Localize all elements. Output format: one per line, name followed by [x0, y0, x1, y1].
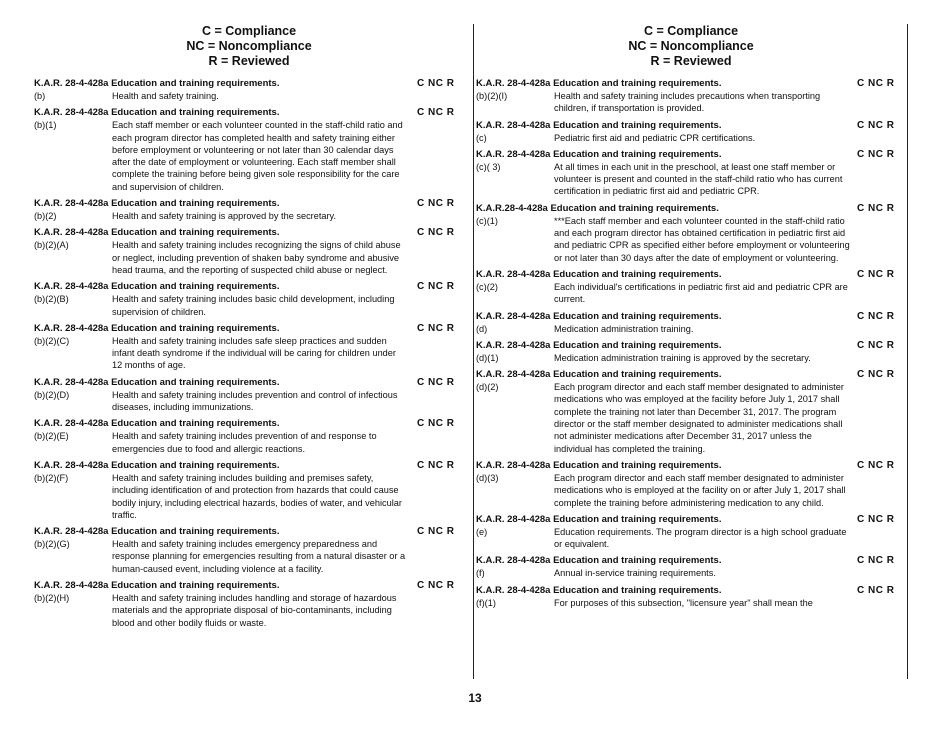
entry-citation: (d)(3): [476, 472, 499, 483]
regulation-entry: [34, 322, 464, 372]
entry-citation: (c)( 3): [476, 161, 501, 172]
regulation-entry: [34, 376, 464, 414]
entry-header: K.A.R. 28-4-428a Education and training requirements.: [34, 198, 280, 210]
entry-citation: (b)(2)(D): [34, 389, 70, 400]
entry-header: K.A.R. 28-4-428a Education and training requirements.: [34, 376, 280, 388]
entry-header: K.A.R. 28-4-428a Education and training requirements.: [476, 78, 722, 89]
regulation-entry: [476, 554, 905, 579]
entry-header: K.A.R. 28-4-428a Education and training requirements.: [476, 555, 722, 567]
entry-header: K.A.R. 28-4-428a Education and training requirements.: [34, 227, 280, 239]
cnr-checkboxes: C NC R: [857, 339, 895, 351]
regulation-entry: [476, 310, 905, 335]
entry-text: Pediatric first aid and pediatric CPR certifications.: [554, 132, 756, 143]
entry-text: Health and safety training includes precautions when transporting children, if transportation is provided.: [554, 91, 821, 114]
entry-citation: (f): [476, 568, 485, 579]
regulation-entry: [34, 459, 464, 521]
entry-header: K.A.R. 28-4-428a Education and training requirements.: [476, 268, 722, 280]
legend-compliance: C = Compliance: [201, 24, 297, 38]
cnr-checkboxes: C NC R: [417, 78, 455, 89]
entry-text: Health and safety training includes recognizing the signs of child abuse or neglect, including prevention of shaken baby syndrome and abusive head trauma, and the reporting of suspected child abuse or neglect.: [112, 240, 401, 275]
entry-header: K.A.R. 28-4-428a Education and training requirements.: [476, 119, 722, 131]
entry-header: K.A.R. 28-4-428a Education and training requirements.: [34, 322, 280, 334]
cnr-checkboxes: C NC R: [857, 119, 895, 131]
entry-header: K.A.R. 28-4-428a Education and training requirements.: [476, 459, 722, 471]
legend-right: [476, 24, 906, 69]
entry-header: K.A.R. 28-4-428a Education and training requirements.: [476, 369, 722, 381]
entry-text: ***Each staff member and each volunteer counted in the staff-child ratio and each program director has obtained certification in pediatric first aid and pediatric CPR as specified either before employment or volunteering or not later than 30 days after the date of employment or volunteering.: [554, 215, 850, 263]
entry-text: Health and safety training includes safe sleep practices and sudden infant death syndrome if the individual will be caring for children under 12 months of age.: [112, 335, 396, 371]
entry-text: Health and safety training includes building and premises safety, including identification of and protection from hazards that could cause bodily injury, including electrical hazards, bodies of water, and vehicular traffic.: [112, 472, 402, 520]
left-column: [34, 24, 464, 633]
regulation-entry: [34, 226, 464, 276]
regulation-entry: [34, 106, 464, 193]
entry-citation: (f)(1): [476, 597, 496, 608]
right-border-rule: [907, 24, 908, 679]
cnr-checkboxes: C NC R: [417, 322, 455, 334]
entry-citation: (b)(2)(I): [476, 91, 508, 101]
entry-text: Education requirements. The program director is a high school graduate or equivalent.: [554, 526, 847, 550]
entry-text: Health and safety training includes prevention of and response to emergencies due to food and allergic reactions.: [112, 431, 377, 454]
entry-text: Health and safety training includes handling and storage of hazardous materials and the appropriate disposal of bio-contaminants, including blood and other bodily fluids or waste.: [112, 593, 397, 628]
entry-text: Health and safety training includes prevention and control of infectious diseases, including immunizations.: [112, 389, 398, 413]
cnr-checkboxes: C NC R: [857, 202, 895, 214]
cnr-checkboxes: C NC R: [857, 584, 895, 596]
cnr-checkboxes: C NC R: [417, 580, 455, 592]
cnr-checkboxes: C NC R: [857, 268, 895, 280]
entry-citation: (d)(1): [476, 352, 499, 363]
cnr-checkboxes: C NC R: [857, 369, 895, 381]
entry-citation: (b)(2)(E): [34, 431, 69, 442]
entry-text: Health and safety training includes emergency preparedness and response planning for emergencies resulting from a natural disaster or a human-caused event, including violence at a facility.: [112, 539, 406, 574]
entry-header: K.A.R. 28-4-428a Education and training requirements.: [34, 107, 280, 119]
cnr-checkboxes: C NC R: [417, 418, 455, 430]
entry-header: K.A.R.28-4-428a Education and training requirements.: [476, 202, 719, 214]
legend-reviewed: R = Reviewed: [650, 54, 732, 68]
regulation-entry: [476, 148, 905, 198]
entry-text: Health and safety training.: [112, 91, 219, 101]
entry-citation: (d): [476, 323, 488, 334]
entry-text: Each program director and each staff member designated to administer medications who is employed at the facility on or after July 1, 2017 shall complete the training before administering medication to any child.: [554, 472, 846, 508]
regulation-entry: [476, 513, 905, 551]
entry-text: Health and safety training is approved by the secretary.: [112, 211, 337, 222]
entry-text: Each program director and each staff member designated to administer medications who was employed at the facility before July 1, 2017 shall complete the training not later than December 31, 2017. The program director or the staff member designated to administer medications shall not administer medications after December 31, 2017 unless the individual has completed the training.: [554, 382, 844, 454]
cnr-checkboxes: C NC R: [857, 148, 895, 160]
regulation-entry: [476, 268, 905, 306]
cnr-checkboxes: C NC R: [857, 459, 895, 471]
entry-header: K.A.R. 28-4-428a Education and training requirements.: [34, 418, 280, 430]
cnr-checkboxes: C NC R: [417, 227, 455, 239]
regulation-entry: [476, 459, 905, 509]
regulation-entry: [476, 119, 905, 144]
entry-citation: (c): [476, 132, 487, 143]
entry-text: Health and safety training includes basic child development, including supervision of children.: [112, 294, 395, 317]
entry-header: K.A.R. 28-4-428a Education and training requirements.: [34, 78, 280, 89]
entry-header: K.A.R. 28-4-428a Education and training requirements.: [476, 310, 722, 322]
regulation-entry: [34, 197, 464, 222]
entry-citation: (b): [34, 91, 46, 101]
cnr-checkboxes: C NC R: [417, 198, 455, 210]
entry-header: K.A.R. 28-4-428a Education and training requirements.: [34, 580, 280, 592]
entry-text: Annual in-service training requirements.: [554, 568, 716, 579]
right-column: [473, 24, 905, 679]
entry-citation: (c)(1): [476, 215, 498, 226]
regulation-entry: [476, 339, 905, 364]
entry-text: At all times in each unit in the preschool, at least one staff member or volunteer is present and counted in the staff-child ratio who has current certification in pediatric first aid and pediatric CPR.: [554, 161, 843, 197]
entry-header: K.A.R. 28-4-428a Education and training requirements.: [34, 459, 280, 471]
regulation-entry: [476, 584, 905, 609]
legend-left: [34, 24, 464, 69]
regulation-entry: [34, 280, 464, 318]
entry-citation: (c)(2): [476, 281, 498, 292]
regulation-entry: [34, 579, 464, 629]
regulation-entry: [34, 417, 464, 455]
entry-header: K.A.R. 28-4-428a Education and training requirements.: [476, 513, 722, 525]
entry-citation: (b)(2)(C): [34, 335, 70, 346]
page-number: 13: [468, 691, 482, 705]
legend-compliance: C = Compliance: [643, 24, 739, 38]
entry-text: Each individual's certifications in pediatric first aid and pediatric CPR are current.: [554, 281, 848, 305]
entry-text: Each staff member or each volunteer counted in the staff-child ratio and each program director has completed health and safety training either before employment or volunteering or not later than 30 calendar days after the date of employment or volunteering. Each staff member shall complete the training before being given sole responsibility for the care and supervision of children.: [112, 120, 403, 192]
cnr-checkboxes: C NC R: [417, 526, 455, 538]
entry-header: K.A.R. 28-4-428a Education and training requirements.: [476, 584, 722, 596]
entry-header: K.A.R. 28-4-428a Education and training requirements.: [476, 148, 722, 160]
entry-citation: (b)(2)(B): [34, 294, 69, 305]
legend-noncompliance: NC = Noncompliance: [628, 39, 754, 53]
entry-text: Medication administration training is approved by the secretary.: [554, 352, 811, 363]
entry-citation: (e): [476, 526, 488, 537]
entry-citation: (b)(2)(H): [34, 593, 70, 604]
cnr-checkboxes: C NC R: [857, 555, 895, 567]
entry-citation: (b)(2): [34, 211, 57, 222]
entry-citation: (b)(1): [34, 120, 57, 131]
cnr-checkboxes: C NC R: [417, 107, 455, 119]
regulation-entry: [34, 525, 464, 575]
entry-citation: (b)(2)(G): [34, 539, 70, 550]
cnr-checkboxes: C NC R: [857, 78, 895, 89]
left-entry-list: [34, 77, 464, 629]
entry-header: K.A.R. 28-4-428a Education and training requirements.: [34, 281, 280, 293]
entry-header: K.A.R. 28-4-428a Education and training requirements.: [476, 339, 722, 351]
entry-text: For purposes of this subsection, "licensure year" shall mean the: [554, 597, 813, 608]
legend-reviewed: R = Reviewed: [208, 54, 290, 68]
regulation-entry: [476, 368, 905, 455]
cnr-checkboxes: C NC R: [417, 459, 455, 471]
right-entry-list: [476, 77, 905, 609]
regulation-entry: [34, 77, 464, 102]
regulation-entry: [476, 202, 905, 264]
entry-header: K.A.R. 28-4-428a Education and training requirements.: [34, 526, 280, 538]
entry-citation: (b)(2)(F): [34, 472, 69, 483]
entry-text: Medication administration training.: [554, 323, 694, 334]
cnr-checkboxes: C NC R: [417, 376, 455, 388]
regulation-entry: [476, 77, 905, 115]
cnr-checkboxes: C NC R: [417, 281, 455, 293]
cnr-checkboxes: C NC R: [857, 310, 895, 322]
entry-citation: (b)(2)(A): [34, 240, 69, 251]
cnr-checkboxes: C NC R: [857, 513, 895, 525]
entry-citation: (d)(2): [476, 382, 499, 393]
legend-noncompliance: NC = Noncompliance: [186, 39, 312, 53]
